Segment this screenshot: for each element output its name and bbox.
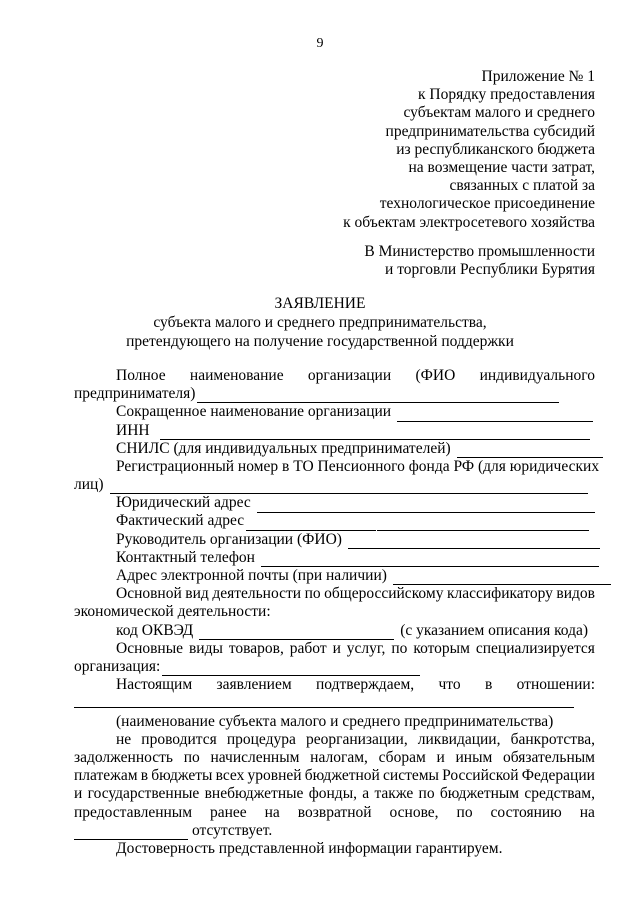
word: бюджетным xyxy=(439,785,520,803)
word: организации xyxy=(307,367,392,384)
word: по xyxy=(456,803,473,821)
confirm-label xyxy=(74,676,595,694)
actual-address-field[interactable] xyxy=(74,513,595,531)
document-subtitle-line: претендующего на получение государственной поддержки xyxy=(126,333,514,350)
okved-label-cont: экономической деятельности: xyxy=(74,603,271,621)
word: товаров, xyxy=(228,639,284,657)
field-label: СНИЛС (для индивидуальных предпринимателей) xyxy=(116,439,451,457)
word: заявлением xyxy=(216,676,292,694)
word: системы xyxy=(383,767,439,785)
field-note: (с указанием описания кода) xyxy=(400,621,589,639)
statement-line xyxy=(74,731,595,749)
word: подтверждаем, xyxy=(315,676,415,694)
word: отношении: xyxy=(516,676,595,694)
word: налогам, xyxy=(310,748,368,766)
word: Основные xyxy=(116,639,184,657)
word: (ФИО xyxy=(415,367,456,384)
word: внебюджетные xyxy=(204,785,304,803)
word: не xyxy=(116,730,132,748)
word: по xyxy=(183,748,200,766)
word: специализируется xyxy=(475,639,595,657)
field-label: код ОКВЭД xyxy=(116,621,194,639)
recipient-block xyxy=(364,243,595,279)
field-label: Адрес электронной почты (при наличии) xyxy=(116,567,387,585)
field-label: лиц) xyxy=(74,476,104,494)
document-title-block xyxy=(0,294,640,351)
field-label: Сокращенное наименование организации xyxy=(116,403,392,421)
word: основе, xyxy=(389,803,439,821)
field-label: организация: xyxy=(74,657,161,675)
full-name-label xyxy=(74,367,595,385)
word: что xyxy=(438,676,461,694)
word: задолженность xyxy=(74,748,174,766)
word: деятельности xyxy=(212,585,302,603)
word: Российской xyxy=(442,767,519,785)
word: бюджеты xyxy=(151,767,213,785)
word: и xyxy=(74,785,83,803)
appendix-line: предпринимательства субсидий xyxy=(385,122,595,140)
field-label: предпринимателя) xyxy=(74,385,196,403)
word: вид xyxy=(185,585,209,603)
word: проводится xyxy=(141,730,217,748)
blank-line[interactable] xyxy=(160,426,590,440)
word: по xyxy=(418,785,435,803)
appendix-line: Приложение № 1 xyxy=(481,68,595,85)
statement-line xyxy=(74,749,595,767)
application-form xyxy=(74,367,600,858)
document-subtitle-line: субъекта малого и среднего предпринимательства, xyxy=(153,314,487,331)
word: начисленным xyxy=(210,748,300,766)
blank-line[interactable] xyxy=(74,694,574,708)
word: обязательным xyxy=(503,748,595,766)
word: по xyxy=(391,639,408,657)
word: возвратной xyxy=(297,803,372,821)
word: индивидуального xyxy=(479,367,595,384)
field-label: Фактический адрес xyxy=(116,512,245,530)
word: Основной xyxy=(116,585,182,603)
word: также xyxy=(374,785,414,803)
word: реорганизации, xyxy=(305,730,408,748)
field-label: отсутствует. xyxy=(192,821,273,839)
word: платежам xyxy=(74,767,138,785)
appendix-header xyxy=(343,68,595,232)
word: средствам, xyxy=(524,785,595,803)
pfr-label: Регистрационный номер в ТО Пенсионного фонда РФ (для юридических xyxy=(116,457,600,475)
word: сборам xyxy=(378,748,426,766)
goods-label xyxy=(74,640,595,658)
blank-line[interactable] xyxy=(377,517,589,531)
word: а xyxy=(362,785,370,803)
recipient-line: В Министерство промышленности xyxy=(364,243,595,260)
field-label: ИНН xyxy=(116,421,150,439)
blank-line[interactable] xyxy=(199,626,394,640)
snils-field[interactable] xyxy=(74,440,595,458)
appendix-line: к Порядку предоставления xyxy=(418,86,595,104)
word: общероссийскому xyxy=(324,585,444,603)
blank-line[interactable] xyxy=(393,571,611,585)
word: состоянию xyxy=(490,803,562,821)
word: работ xyxy=(289,639,327,657)
word: услуг, xyxy=(346,639,386,657)
word: процедура xyxy=(226,730,296,748)
word: ликвидации, xyxy=(417,730,501,748)
blank-line[interactable] xyxy=(457,444,603,458)
word: иным xyxy=(455,748,493,766)
word: и xyxy=(436,748,445,766)
legal-address-field[interactable] xyxy=(74,494,595,512)
head-field[interactable] xyxy=(74,531,595,549)
short-name-field[interactable] xyxy=(74,403,595,421)
blank-line[interactable] xyxy=(162,662,420,676)
blank-line[interactable] xyxy=(110,480,588,494)
field-label: Юридический адрес xyxy=(116,494,251,512)
guarantee-text: Достоверность представленной информации гарантируем. xyxy=(116,839,503,857)
appendix-line: технологическое присоединение xyxy=(379,195,595,213)
word: предоставленным xyxy=(74,803,193,821)
subject-name-field[interactable] xyxy=(74,694,595,712)
blank-line[interactable] xyxy=(261,553,599,567)
word: уровней xyxy=(247,767,302,785)
status-date-field[interactable] xyxy=(74,822,595,840)
word: на xyxy=(264,803,280,821)
appendix-line: связанных с платой за xyxy=(449,177,595,195)
word: на xyxy=(579,803,595,821)
word: государственные xyxy=(87,785,200,803)
word: в xyxy=(484,676,493,694)
word: всех xyxy=(215,767,245,785)
goods-field[interactable] xyxy=(74,658,595,676)
document-title: ЗАЯВЛЕНИЕ xyxy=(274,295,366,312)
full-name-field[interactable] xyxy=(74,385,595,403)
word: фонды, xyxy=(308,785,357,803)
word: классификатору xyxy=(446,585,553,603)
email-field[interactable] xyxy=(74,567,595,585)
blank-line[interactable] xyxy=(197,389,559,403)
appendix-line: субъектам малого и среднего xyxy=(403,104,595,122)
blank-line[interactable] xyxy=(246,517,376,531)
inn-field[interactable] xyxy=(74,422,595,440)
blank-line[interactable] xyxy=(74,826,188,840)
recipient-line: и торговли Республики Бурятия xyxy=(385,261,595,279)
word: бюджетной xyxy=(304,767,380,785)
okved-label xyxy=(74,585,595,603)
blank-line[interactable] xyxy=(257,499,595,513)
statement-line xyxy=(74,767,595,785)
word: по xyxy=(304,585,321,603)
word: Полное xyxy=(116,367,166,384)
field-label: Контактный телефон xyxy=(116,548,255,566)
appendix-line: из республиканского бюджета xyxy=(396,140,595,158)
statement-line xyxy=(74,785,595,803)
word: банкротства, xyxy=(510,730,595,748)
subject-name-caption: (наименование субъекта малого и среднего предпринимательства) xyxy=(116,712,554,730)
word: в xyxy=(140,767,149,785)
word: и xyxy=(332,639,341,657)
phone-field[interactable] xyxy=(74,549,595,567)
word: Федерации xyxy=(521,767,595,785)
blank-line[interactable] xyxy=(397,408,593,422)
appendix-line: к объектам электросетевого хозяйства xyxy=(343,213,595,231)
word: видов xyxy=(556,585,595,603)
word: Настоящим xyxy=(116,676,193,694)
word: ранее xyxy=(209,803,247,821)
blank-line[interactable] xyxy=(348,535,600,549)
statement-line xyxy=(74,804,595,822)
word: наименование xyxy=(189,367,284,384)
word: которым xyxy=(413,639,470,657)
pfr-field[interactable] xyxy=(74,476,595,494)
okved-code-field[interactable] xyxy=(74,622,595,640)
appendix-line: на возмещение части затрат, xyxy=(408,159,595,177)
word: виды xyxy=(188,639,223,657)
page-number: 9 xyxy=(316,36,324,51)
field-label: Руководитель организации (ФИО) xyxy=(116,530,342,548)
